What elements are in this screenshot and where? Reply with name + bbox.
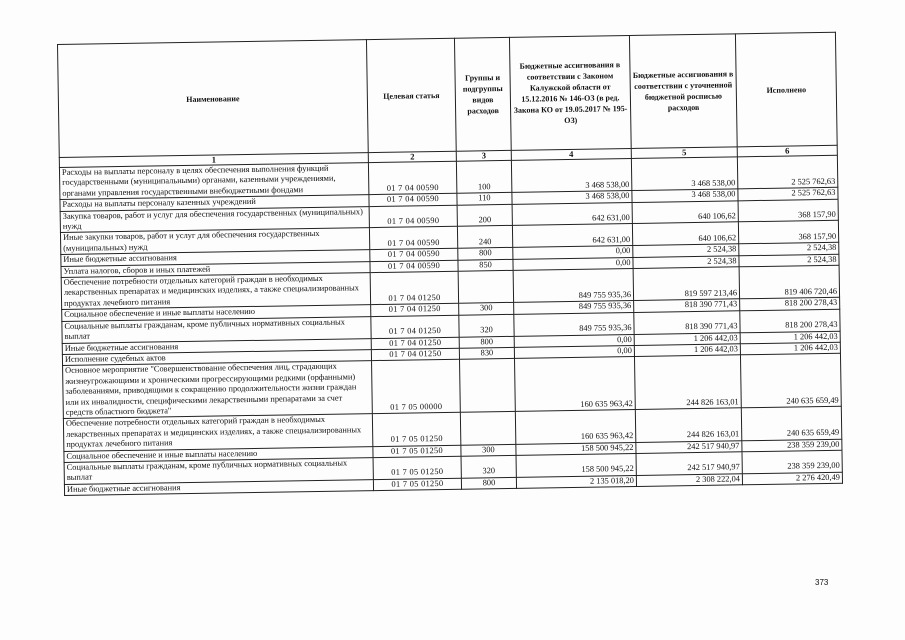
header-budget-law: Бюджетные ассигнования в соответствии с Законом Калужской области от 15.12.2016 № 146-ОЗ (в ред. Закона КО от 19.05.2017 № 195-ОЗ) — [509, 36, 631, 151]
row-name-cell: Социальные выплаты гражданам, кроме публичных нормативных социальных выплат — [62, 316, 371, 343]
row-name-cell: Иные бюджетные ассигнования — [62, 338, 371, 354]
row-target-code-cell: 01 7 05 01250 — [372, 413, 460, 447]
row-target-code-cell: 01 7 05 01250 — [373, 445, 461, 458]
header-expense-groups: Группы и подгруппы видов расходов — [454, 37, 511, 151]
row-executed-cell: 240 635 659,49 — [741, 407, 841, 441]
column-number: 1 — [59, 153, 368, 168]
row-budget-refined-cell: 640 106,62 — [632, 200, 738, 223]
row-name-cell: Уплата налогов, сборов и иных платежей — [61, 261, 370, 277]
column-number: 6 — [737, 145, 837, 157]
row-executed-cell: 818 200 278,43 — [740, 309, 840, 332]
row-name-cell: Социальные выплаты гражданам, кроме публичных нормативных социальных выплат — [64, 458, 373, 485]
row-budget-refined-cell: 818 390 771,43 — [634, 299, 740, 312]
row-budget-law-cell: 642 631,00 — [512, 224, 632, 248]
row-budget-law-cell: 0,00 — [514, 345, 634, 358]
row-budget-law-cell: 642 631,00 — [512, 202, 632, 226]
row-target-code-cell: 01 7 04 01250 — [371, 337, 459, 350]
table-header-row — [58, 32, 838, 157]
page-number: 373 — [815, 578, 829, 587]
row-budget-law-cell: 849 755 935,36 — [514, 301, 634, 314]
row-executed-cell: 818 200 278,43 — [740, 298, 840, 311]
row-executed-cell: 2 524,38 — [739, 254, 839, 267]
row-budget-refined-cell: 242 517 940,97 — [636, 452, 742, 475]
row-name-cell: Социальное обеспечение и иные выплаты населению — [62, 305, 371, 321]
column-number: 3 — [456, 150, 511, 161]
row-budget-law-cell: 849 755 935,36 — [514, 312, 634, 336]
row-executed-cell: 1 206 442,03 — [740, 331, 840, 344]
row-executed-cell: 2 276 420,49 — [742, 472, 842, 485]
row-group-cell: 100 — [456, 160, 511, 193]
header-target-article: Целевая статья — [366, 38, 456, 152]
row-name-cell: Расходы на выплаты персоналу в целях обеспечения выполнения функций государственными (муниципальными) органами, казенными учреждениями, органами управления государственными внебюджетными фондами — [59, 163, 368, 200]
row-budget-law-cell: 3 468 538,00 — [512, 191, 632, 204]
row-target-code-cell: 01 7 05 00000 — [372, 360, 461, 414]
row-name-cell: Обеспечение потребности отдельных категорий граждан в необходимых лекарственных препаратах и медицинских изделиях, а также специализированных продуктах лечебного питания — [63, 414, 372, 451]
row-group-cell: 110 — [457, 193, 512, 205]
row-target-code-cell: 01 7 04 00590 — [369, 193, 457, 206]
row-group-cell: 850 — [458, 259, 513, 271]
row-budget-refined-cell: 244 826 163,01 — [634, 355, 741, 410]
row-budget-refined-cell: 2 308 222,04 — [636, 474, 742, 487]
row-budget-refined-cell: 640 106,62 — [632, 222, 738, 245]
row-target-code-cell: 01 7 04 01250 — [371, 304, 459, 317]
row-group-cell: 240 — [457, 226, 512, 249]
row-budget-law-cell: 2 135 018,20 — [516, 475, 636, 488]
row-budget-refined-cell: 1 206 442,03 — [634, 332, 740, 345]
row-group-cell: 320 — [461, 455, 516, 478]
row-budget-law-cell: 158 500 945,22 — [516, 453, 636, 477]
column-number: 2 — [368, 151, 456, 162]
row-group-cell: 200 — [457, 204, 512, 227]
row-name-cell: Иные бюджетные ассигнования — [64, 479, 373, 495]
row-target-code-cell: 01 7 04 00590 — [369, 205, 457, 228]
row-budget-refined-cell: 2 524,38 — [633, 244, 739, 257]
row-group-cell — [458, 270, 513, 303]
row-target-code-cell: 01 7 04 00590 — [370, 248, 458, 261]
row-budget-law-cell: 158 500 945,22 — [516, 442, 636, 455]
row-name-cell: Закупка товаров, работ и услуг для обеспечения государственных (муниципальных) нужд — [60, 206, 369, 233]
row-budget-refined-cell: 3 468 538,00 — [632, 189, 738, 202]
column-number: 5 — [631, 147, 737, 159]
row-name-cell: Иные закупки товаров, работ и услуг для обеспечения государственных (муниципальных) нужд — [60, 228, 369, 255]
row-target-code-cell: 01 7 04 01250 — [370, 271, 458, 305]
row-target-code-cell: 01 7 05 01250 — [373, 478, 461, 491]
table-body — [59, 155, 842, 495]
row-executed-cell: 2 524,38 — [739, 242, 839, 255]
row-group-cell: 830 — [459, 347, 514, 359]
row-target-code-cell: 01 7 04 00590 — [368, 161, 456, 195]
budget-execution-table — [57, 32, 843, 496]
header-executed: Исполнено — [735, 32, 837, 147]
row-executed-cell: 1 206 442,03 — [740, 342, 840, 355]
row-name-cell: Расходы на выплаты персоналу казенных учреждений — [60, 195, 369, 211]
row-budget-refined-cell: 244 826 163,01 — [635, 408, 741, 442]
row-target-code-cell: 01 7 04 01250 — [371, 348, 459, 361]
row-executed-cell: 368 157,90 — [738, 199, 838, 222]
row-name-cell: Иные бюджетные ассигнования — [61, 250, 370, 266]
row-name-cell: Обеспечение потребности отдельных категорий граждан в необходимых лекарственных препаратах и медицинских изделиях, а также специализированных продуктах лечебного питания — [61, 273, 370, 310]
header-name: Наименование — [58, 40, 369, 158]
column-number: 4 — [511, 148, 631, 160]
row-executed-cell: 819 406 720,46 — [739, 265, 839, 299]
row-budget-refined-cell: 3 468 538,00 — [631, 157, 737, 191]
row-budget-refined-cell: 819 597 213,46 — [633, 267, 739, 301]
row-budget-law-cell: 849 755 935,36 — [513, 269, 633, 303]
row-budget-refined-cell: 2 524,38 — [633, 255, 739, 268]
row-group-cell — [460, 412, 515, 445]
row-executed-cell: 368 157,90 — [738, 221, 838, 244]
row-target-code-cell: 01 7 04 01250 — [371, 315, 459, 338]
row-budget-law-cell: 160 635 963,42 — [515, 410, 635, 444]
row-budget-law-cell: 0,00 — [513, 246, 633, 259]
row-group-cell: 320 — [459, 314, 514, 337]
row-budget-refined-cell: 242 517 940,97 — [636, 440, 742, 453]
row-executed-cell: 240 635 659,49 — [740, 354, 841, 409]
header-budget-refined: Бюджетные ассигнования в соответствии с уточненной бюджетной росписью расходов — [629, 34, 737, 149]
row-group-cell: 800 — [459, 336, 514, 348]
row-budget-refined-cell: 1 206 442,03 — [634, 344, 740, 357]
row-executed-cell: 238 359 239,00 — [742, 450, 842, 473]
row-executed-cell: 2 525 762,63 — [738, 187, 838, 200]
budget-table-page — [57, 32, 844, 592]
row-group-cell: 300 — [459, 303, 514, 315]
row-group-cell: 300 — [461, 444, 516, 456]
row-executed-cell: 2 525 762,63 — [737, 155, 837, 189]
row-executed-cell: 238 359 239,00 — [742, 439, 842, 452]
row-target-code-cell: 01 7 04 00590 — [369, 227, 457, 250]
row-group-cell: 800 — [458, 248, 513, 260]
row-name-cell: Социальное обеспечение и иные выплаты населению — [64, 446, 373, 462]
row-group-cell: 800 — [461, 477, 516, 489]
row-target-code-cell: 01 7 04 00590 — [370, 260, 458, 273]
row-budget-law-cell: 160 635 963,42 — [514, 357, 635, 412]
row-budget-refined-cell: 818 390 771,43 — [634, 310, 740, 333]
row-group-cell — [460, 359, 516, 413]
row-name-cell: Исполнение судебных актов — [62, 350, 371, 366]
row-budget-law-cell: 3 468 538,00 — [511, 158, 631, 192]
row-budget-law-cell: 0,00 — [513, 257, 633, 270]
row-target-code-cell: 01 7 05 01250 — [373, 456, 461, 479]
row-budget-law-cell: 0,00 — [514, 334, 634, 347]
row-name-cell: Основное мероприятие "Совершенствование обеспечения лиц, страдающих жизнеугрожающими и хроническими прогрессирующими редкими (орфанными) заболеваниями, приводящими к сокращению продолжительности жизни граждан или их инвалидности, специфическими лекарственными препаратами за счет средств областного бюджета" — [63, 361, 373, 419]
